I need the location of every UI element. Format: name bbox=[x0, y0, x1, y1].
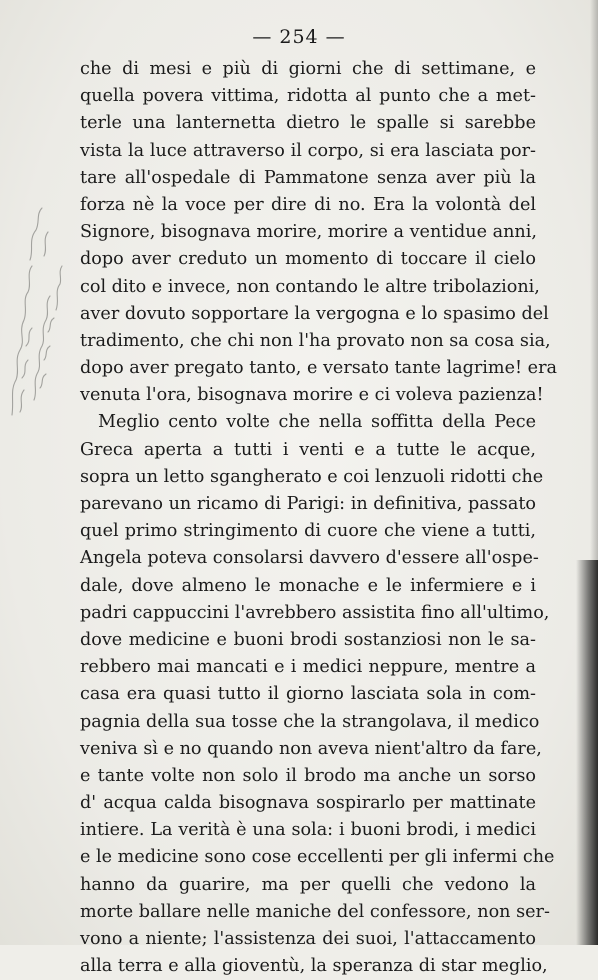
body-text bbox=[80, 56, 557, 980]
text-line: veniva sì e no quando non aveva nient'altro da fare, bbox=[80, 738, 542, 759]
text-line: dale, dove almeno le monache e le infermiere e i bbox=[80, 575, 536, 596]
text-line: parevano un ricamo di Parigi: in definitiva, passato bbox=[80, 494, 536, 514]
text-line: terle una lanternetta dietro le spalle si sarebbe bbox=[80, 113, 536, 134]
page-edge-shadow bbox=[576, 560, 598, 945]
page-number: — 254 — bbox=[252, 26, 346, 48]
text-line: e le medicine sono cose eccellenti per gli infermi che bbox=[80, 847, 555, 868]
text-line: tare all'ospedale di Pammatone senza aver più la bbox=[80, 167, 536, 188]
text-line: rebbero mai mancati e i medici neppure, mentre a bbox=[80, 657, 536, 678]
text-line: quel primo stringimento di cuore che viene a tutti, bbox=[80, 521, 536, 542]
text-line: dopo aver creduto un momento di toccare il cielo bbox=[80, 249, 536, 270]
text-line: tradimento, che chi non l'ha provato non sa cosa sia, bbox=[80, 330, 551, 351]
text-line: vista la luce attraverso il corpo, si era lasciata por- bbox=[80, 140, 536, 161]
text-line: aver dovuto sopportare la vergogna e lo spasimo del bbox=[80, 303, 549, 324]
text-line: sopra un letto sgangherato e coi lenzuoli ridotti che bbox=[80, 466, 544, 487]
text-line: dove medicine e buoni brodi sostanziosi non le sa- bbox=[80, 629, 536, 650]
text-line: Signore, bisognava morire, morire a ventidue anni, bbox=[80, 222, 537, 243]
text-line: hanno da guarire, ma per quelli che vedono la bbox=[80, 874, 536, 895]
text-line: vono a niente; l'assistenza dei suoi, l'attaccamento bbox=[80, 929, 536, 949]
text-line: morte ballare nelle maniche del confessore, non ser- bbox=[80, 901, 550, 922]
text-line: e tante volte non solo il brodo ma anche un sorso bbox=[80, 765, 536, 786]
text-line: d' acqua calda bisognava sospirarlo per mattinate bbox=[80, 793, 536, 814]
text-line: che di mesi e più di giorni che di settimane, e bbox=[80, 59, 536, 79]
text-line: venuta l'ora, bisognava morire e ci voleva pazienza! bbox=[80, 385, 544, 406]
text-line: col dito e invece, non contando le altre tribolazioni, bbox=[80, 276, 540, 297]
handwritten-margin-note bbox=[0, 200, 80, 430]
text-line: quella povera vittima, ridotta al punto che a met- bbox=[80, 86, 536, 107]
text-line: Greca aperta a tutti i venti e a tutte le acque, bbox=[80, 439, 536, 460]
text-line: casa era quasi tutto il giorno lasciata sola in com- bbox=[80, 684, 536, 705]
text-line: padri cappuccini l'avrebbero assistita fino all'ultimo, bbox=[80, 602, 550, 623]
text-line: intiere. La verità è una sola: i buoni brodi, i medici bbox=[80, 820, 536, 841]
text-line: alla terra e alla gioventù, la speranza di star meglio, bbox=[80, 956, 548, 977]
text-line: pagnia della sua tosse che la strangolava, il medico bbox=[80, 711, 540, 732]
text-line: forza nè la voce per dire di no. Era la volontà del bbox=[80, 194, 536, 215]
text-line: dopo aver pregato tanto, e versato tante lagrime! era bbox=[80, 358, 557, 379]
text-line: Meglio cento volte che nella soffitta della Pece bbox=[98, 412, 536, 433]
text-line: Angela poteva consolarsi davvero d'essere all'ospe- bbox=[80, 548, 539, 569]
page-edge-shadow-top bbox=[590, 0, 598, 560]
